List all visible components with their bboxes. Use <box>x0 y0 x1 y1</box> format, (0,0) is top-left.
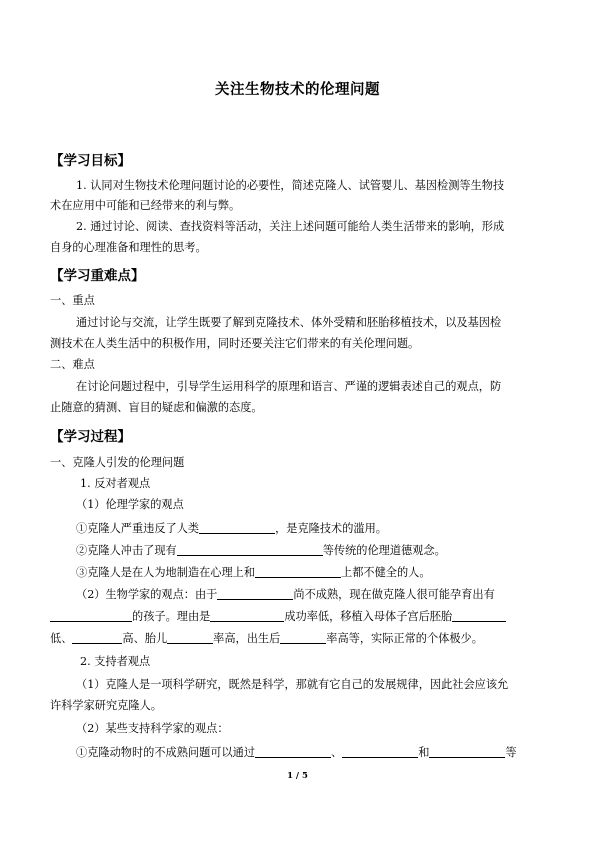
subheading: 1. 反对者观点 <box>80 477 151 490</box>
subheading: 一、重点 <box>50 294 95 307</box>
fill-in-line: ①克隆人严重违反了人类 ，是克隆技术的滥用。 <box>76 522 387 535</box>
paragraph-line: 止随意的猜测、盲目的疑虑和偏激的态度。 <box>50 401 263 414</box>
section-heading-process: 【学习过程】 <box>50 429 131 445</box>
paragraph-line: 测技术在人类生活中的积极作用，同时还要关注它们带来的有关伦理问题。 <box>50 337 420 350</box>
answer-blank[interactable] <box>50 609 132 622</box>
paragraph-line: 自身的心理准备和理性的思考。 <box>50 241 207 254</box>
paragraph-line: （1）克隆人是一项科学研究，既然是科学，那就有它自己的发展规律，因此社会应该允 <box>76 678 509 691</box>
answer-blank[interactable] <box>255 565 341 578</box>
paragraph-line: 术在应用中可能和已经带来的利与弊。 <box>50 199 241 212</box>
fill-in-line: ①克隆动物时的不成熟问题可以通过 、 和 等 <box>76 746 517 759</box>
answer-blank[interactable] <box>280 631 326 644</box>
answer-blank[interactable] <box>217 587 293 600</box>
answer-blank[interactable] <box>167 631 213 644</box>
subheading: （2）某些支持科学家的观点： <box>76 722 229 735</box>
paragraph-line: 1. 认同对生物技术伦理问题讨论的必要性，简述克隆人、试管婴儿、基因检测等生物技 <box>76 179 505 192</box>
subheading: （1）伦理学家的观点 <box>76 498 184 511</box>
section-heading-goals: 【学习目标】 <box>50 153 131 169</box>
fill-in-line: ②克隆人冲击了现有 等传统的伦理道德观念。 <box>76 544 446 557</box>
subheading: 2. 支持者观点 <box>80 655 151 668</box>
fill-in-line: 的孩子。理由是 成功率低，移植入母体子宫后胚胎 <box>50 609 506 624</box>
fill-in-line: ③克隆人是在人为地制造在心理上和 上都不健全的人。 <box>76 566 431 579</box>
answer-blank[interactable] <box>72 631 122 644</box>
paragraph-line: 许科学家研究克隆人。 <box>50 699 162 712</box>
section-heading-key-points: 【学习重难点】 <box>50 268 145 284</box>
answer-blank[interactable] <box>255 745 331 758</box>
subheading: 一、克隆人引发的伦理问题 <box>50 456 185 469</box>
page-title: 关注生物技术的伦理问题 <box>215 82 380 98</box>
answer-blank[interactable] <box>342 745 418 758</box>
answer-blank[interactable] <box>429 745 505 758</box>
paragraph-line: 通过讨论与交流，让学生既要了解到克隆技术、体外受精和胚胎移植技术，以及基因检 <box>76 316 502 329</box>
answer-blank[interactable] <box>177 543 323 556</box>
answer-blank[interactable] <box>452 609 506 622</box>
paragraph-line: 在讨论问题过程中，引导学生运用科学的原理和语言、严谨的逻辑表述自己的观点，防 <box>76 380 502 393</box>
fill-in-line: （2）生物学家的观点：由于 尚不成熟，现在做克隆人很可能孕育出有 <box>76 588 495 601</box>
answer-blank[interactable] <box>210 609 284 622</box>
fill-in-line: 低、 高、胎儿 率高，出生后 率高等，实际正常的个体极少。 <box>50 632 483 645</box>
answer-blank[interactable] <box>199 521 275 534</box>
page-number: 1 / 5 <box>287 771 308 781</box>
subheading: 二、难点 <box>50 358 95 371</box>
paragraph-line: 2. 通过讨论、阅读、查找资料等活动，关注上述问题可能给人类生活带来的影响，形成 <box>76 220 505 233</box>
